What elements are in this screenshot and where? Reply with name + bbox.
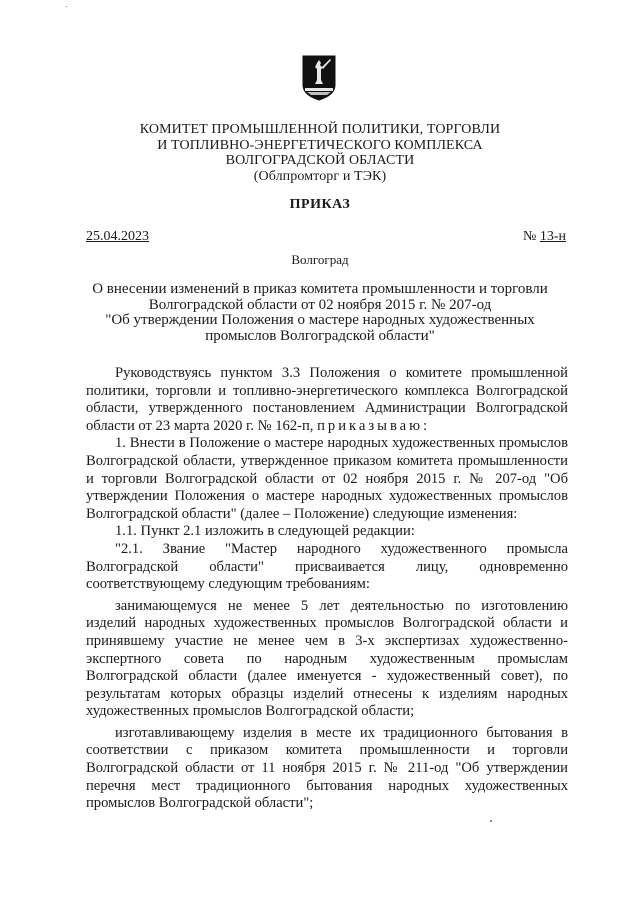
preamble-paragraph <box>86 365 568 435</box>
order-number-value: 13-н <box>539 229 566 244</box>
volgograd-coat-of-arms-icon <box>302 55 336 101</box>
org-line: КОМИТЕТ ПРОМЫШЛЕННОЙ ПОЛИТИКИ, ТОРГОВЛИ <box>139 122 501 137</box>
org-line: ВОЛГОГРАДСКОЙ ОБЛАСТИ <box>225 153 415 168</box>
preamble-text: Руководствуясь пунктом 3.3 Положения о комитете промышленной политики, торговли и топливно-энергетического комплекса Волгоградской области, утвержденного постановлением Администрации Волгоградской области от 23 марта 2020 г. № 162-п, <box>86 365 568 434</box>
city: Волгоград <box>291 252 349 267</box>
subject-line: Волгоградской области от 02 ноября 2015 г. № 207-од <box>148 296 492 313</box>
order-subject <box>60 282 580 344</box>
body-paragraph: изготавливающему изделия в месте их традиционного бытования в соответствии с приказом комитета промышленности и торговли Волгоградской области от 11 ноября 2015 г. № 211-од "Об утверждении перечня мест традиционного бытования народных художественных промыслов Волгоградской области"; <box>86 724 568 812</box>
body-paragraph: занимающемуся не менее 5 лет деятельностью по изготовлению изделий народных художественных промыслов Волгоградской области и принявшему участие не менее чем в 3-х экспертизах художественно-экспертного совета по народным художественным промыслам Волгоградской области (далее именуется - художественный совет), по результатам которых образцы изделий отнесены к изделиям народных художественных промыслов Волгоградской области; <box>86 597 568 720</box>
body-paragraph: 1. Внести в Положение о мастере народных художественных промыслов Волгоградской области, утвержденное приказом комитета промышленности и торговли Волгоградской области от 02 ноября 2015 г. № 207-од "Об утверждении Положения о мастере народных художественных промыслов Волгоградской области" (далее – Положение) следующие изменения: <box>86 435 568 522</box>
scan-speck <box>66 6 67 7</box>
body-paragraph: 1.1. Пункт 2.1 изложить в следующей редакции: <box>115 523 415 540</box>
organization-name <box>0 122 640 184</box>
order-date: 25.04.2023 <box>86 229 149 244</box>
org-line: И ТОПЛИВНО-ЭНЕРГЕТИЧЕСКОГО КОМПЛЕКСА <box>157 137 483 153</box>
body-paragraph: "2.1. Звание "Мастер народного художественного промысла Волгоградской области" присваивается лицу, одновременно соответствующему следующим требованиям: <box>86 540 568 593</box>
order-verb: приказываю: <box>317 417 431 434</box>
subject-line: промыслов Волгоградской области" <box>205 327 435 344</box>
order-number-prefix: № <box>522 229 540 244</box>
document-type: ПРИКАЗ <box>289 197 351 212</box>
order-body <box>86 365 568 813</box>
subject-line: О внесении изменений в приказ комитета промышленности и торговли <box>92 281 548 297</box>
subject-line: "Об утверждении Положения о мастере народных художественных <box>105 312 535 328</box>
scan-speck <box>490 820 492 822</box>
org-line: (Облпромторг и ТЭК) <box>253 168 387 184</box>
order-number <box>523 229 566 245</box>
